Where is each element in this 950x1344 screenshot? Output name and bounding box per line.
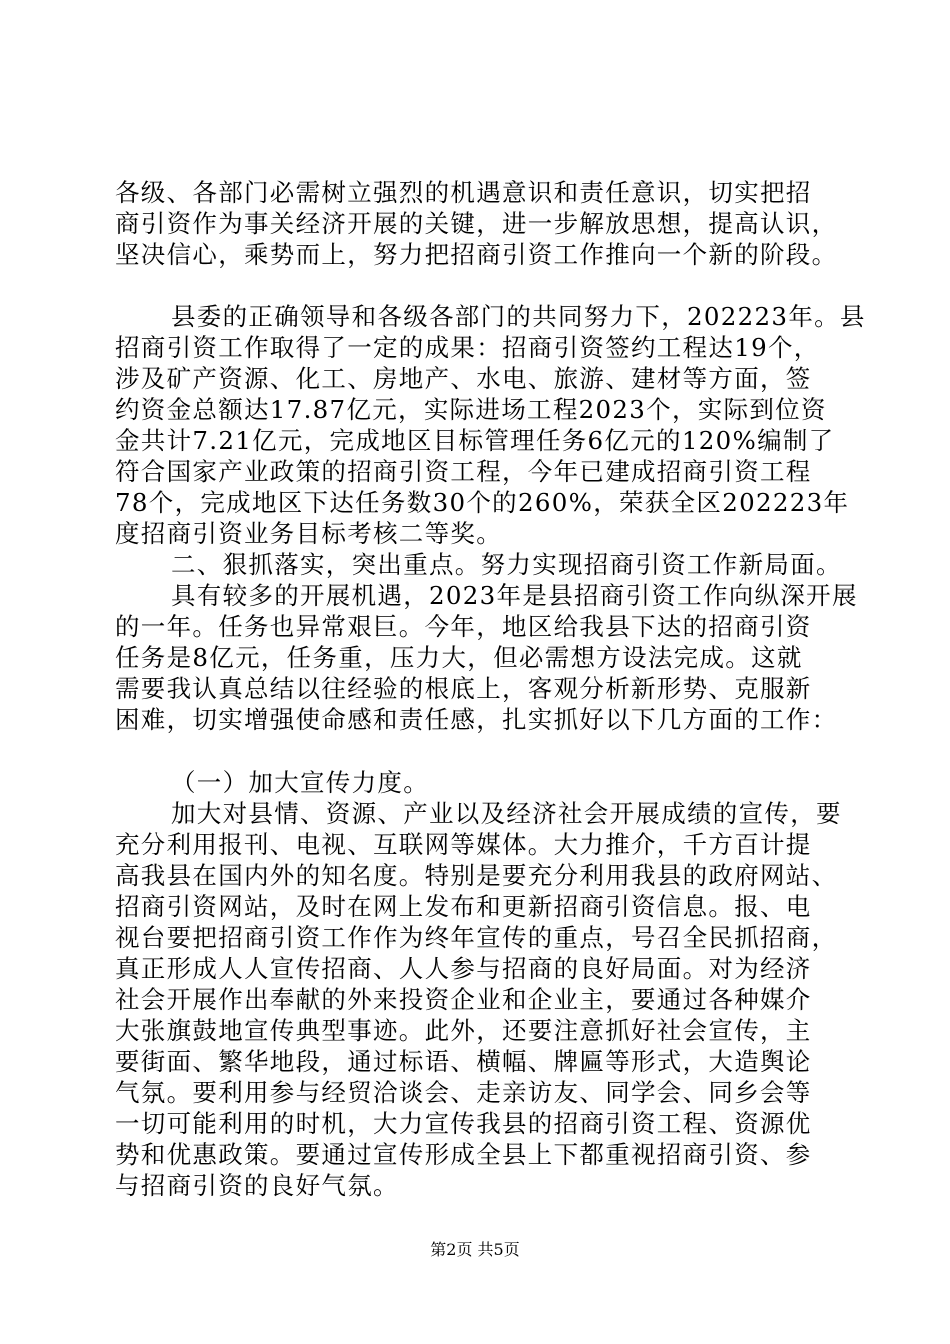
text-line: 充分利用报刊、电视、互联网等媒体。大力推介，千方百计提 [115, 830, 812, 859]
text-line: 势和优惠政策。要通过宣传形成全县上下都重视招商引资、参 [115, 1140, 812, 1169]
text-line: 坚决信心，乘势而上，努力把招商引资工作推向一个新的阶段。 [115, 240, 838, 269]
text-line: 与招商引资的良好气氛。 [115, 1171, 399, 1200]
text-line: 的一年。任务也异常艰巨。今年，地区给我县下达的招商引资 [115, 612, 812, 641]
page-number-footer: 第2页 共5页 [430, 1240, 520, 1259]
text-line: 大张旗鼓地宣传典型事迹。此外，还要注意抓好社会宣传，主 [115, 1016, 812, 1045]
intro-paragraph [115, 177, 845, 270]
text-line: 商引资作为事关经济开展的关键，进一步解放思想，提高认识， [115, 209, 838, 238]
text-line: 招商引资网站，及时在网上发布和更新招商引资信息。报、电 [115, 892, 812, 921]
text-line: 各级、各部门必需树立强烈的机遇意识和责任意识，切实把招 [115, 178, 812, 207]
text-line: 县委的正确领导和各级各部门的共同努力下，202223年。县 [171, 302, 866, 331]
text-line: 一切可能利用的时机，大力宣传我县的招商引资工程、资源优 [115, 1109, 812, 1138]
text-line: 约资金总额达17.87亿元，实际进场工程2023个，实际到位资 [115, 395, 827, 424]
text-line: 度招商引资业务目标考核二等奖。 [115, 519, 502, 548]
text-line: 任务是8亿元，任务重，压力大，但必需想方设法完成。这就 [115, 643, 803, 672]
text-line: 高我县在国内外的知名度。特别是要充分利用我县的政府网站、 [115, 861, 838, 890]
achievements-paragraph [115, 301, 866, 735]
section-heading: 二、狠抓落实，突出重点。努力实现招商引资工作新局面。 [171, 550, 842, 579]
text-line: 具有较多的开展机遇，2023年是县招商引资工作向纵深开展 [171, 581, 858, 610]
publicity-section [115, 767, 845, 1201]
subsection-heading: （一）加大宣传力度。 [171, 768, 429, 797]
text-line: 需要我认真总结以往经验的根底上，客观分析新形势、克服新 [115, 674, 812, 703]
text-line: 视台要把招商引资工作作为终年宣传的重点，号召全民抓招商， [115, 923, 838, 952]
text-line: 真正形成人人宣传招商、人人参与招商的良好局面。对为经济 [115, 954, 812, 983]
text-line: 金共计7.21亿元，完成地区目标管理任务6亿元的120%编制了 [115, 426, 835, 455]
text-line: 涉及矿产资源、化工、房地产、水电、旅游、建材等方面，签 [115, 364, 812, 393]
text-line: 社会开展作出奉献的外来投资企业和企业主，要通过各种媒介 [115, 985, 812, 1014]
text-line: 78个，完成地区下达任务数30个的260%，荣获全区202223年 [115, 488, 850, 517]
text-line: 困难，切实增强使命感和责任感，扎实抓好以下几方面的工作： [115, 705, 838, 734]
text-line: 气氛。要利用参与经贸洽谈会、走亲访友、同学会、同乡会等 [115, 1078, 812, 1107]
text-line: 要街面、繁华地段，通过标语、横幅、牌匾等形式，大造舆论 [115, 1047, 812, 1076]
text-line: 符合国家产业政策的招商引资工程，今年已建成招商引资工程 [115, 457, 812, 486]
text-line: 加大对县情、资源、产业以及经济社会开展成绩的宣传，要 [171, 799, 842, 828]
text-line: 招商引资工作取得了一定的成果：招商引资签约工程达19个， [115, 333, 820, 362]
